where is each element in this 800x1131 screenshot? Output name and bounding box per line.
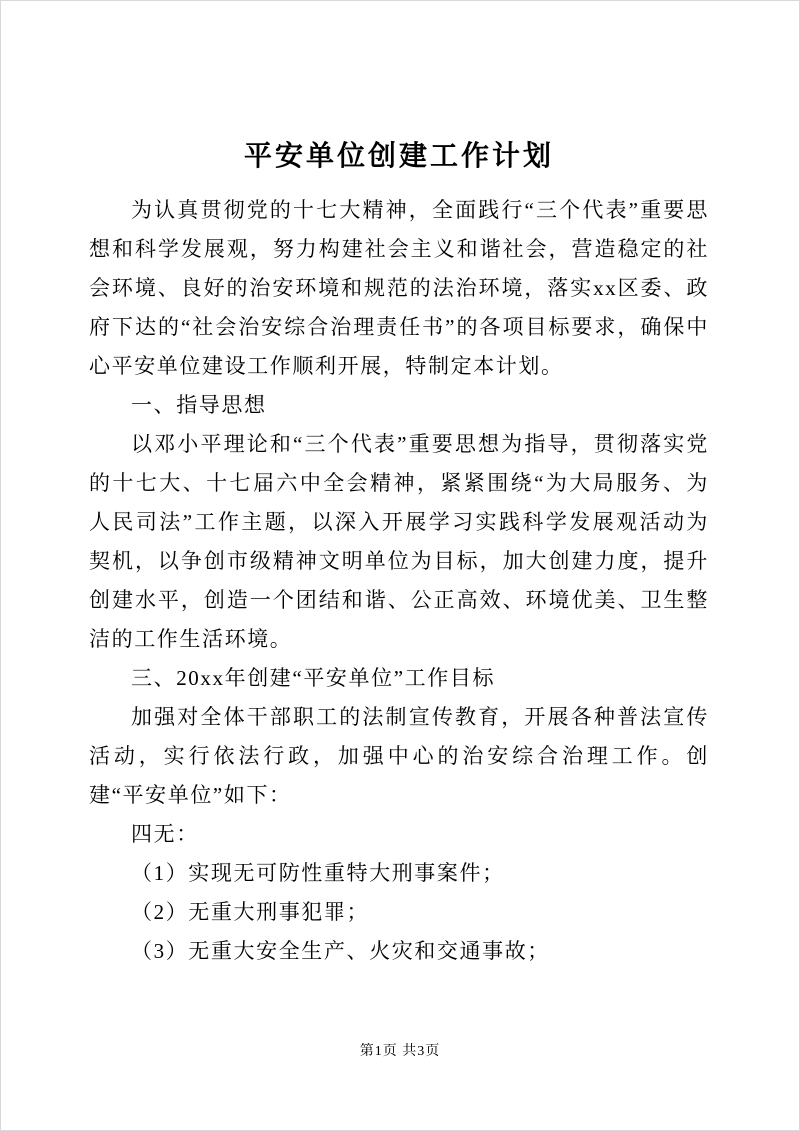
section-heading-guiding-thought: 一、指导思想 bbox=[131, 393, 267, 417]
list-item-2: （2）无重大刑事犯罪； bbox=[131, 900, 370, 924]
document-content bbox=[1, 1, 799, 971]
paragraph-guiding-thought: 以邓小平理论和“三个代表”重要思想为指导，贯彻落实党的十七大、十七届六中全会精神，紧紧围绕“为大局服务、为人民司法”工作主题，以深入开展学习实践科学发展观活动为契机，以争创市级精神文明单位为目标，加大创建力度，提升创建水平，创造一个团结和谐、公正高效、环境优美、卫生整洁的工作生活环境。 bbox=[89, 432, 709, 651]
paragraph-work-goals: 加强对全体干部职工的法制宣传教育，开展各种普法宣传活动，实行依法行政，加强中心的治安综合治理工作。创建“平安单位”如下： bbox=[89, 705, 709, 807]
section-heading-work-goals: 三、20xx年创建“平安单位”工作目标 bbox=[131, 666, 496, 690]
document-title: 平安单位创建工作计划 bbox=[243, 141, 554, 172]
intro-paragraph: 为认真贯彻党的十七大精神，全面践行“三个代表”重要思想和科学发展观，努力构建社会主义和谐社会，营造稳定的社会环境、良好的治安环境和规范的法治环境，落实xx区委、政府下达的“社会治安综合治理责任书”的各项目标要求，确保中心平安单位建设工作顺利开展，特制定本计划。 bbox=[89, 198, 709, 378]
list-item-1: （1）实现无可防性重特大刑事案件； bbox=[131, 861, 505, 885]
list-item-3: （3）无重大安全生产、火灾和交通事故； bbox=[131, 939, 550, 963]
page-number-footer: 第1页 共3页 bbox=[359, 1044, 441, 1059]
list-intro-four-nos: 四无： bbox=[131, 822, 199, 846]
